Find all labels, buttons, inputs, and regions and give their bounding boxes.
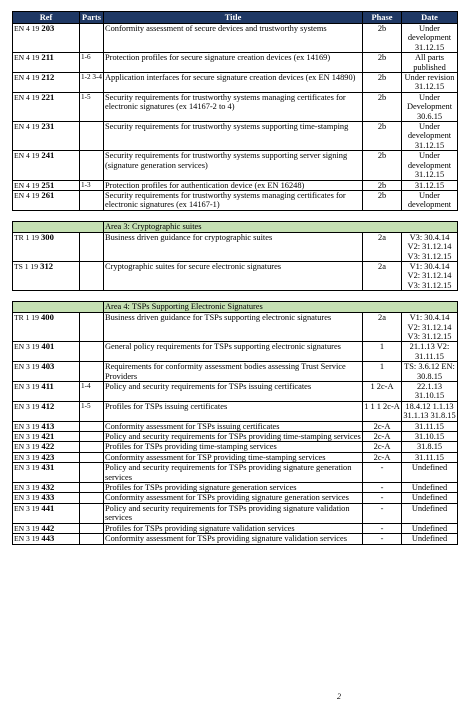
parts-cell xyxy=(80,523,104,533)
parts-cell xyxy=(80,232,104,261)
parts-cell xyxy=(80,503,104,523)
parts-cell xyxy=(80,432,104,442)
ref-number: 432 xyxy=(41,482,55,493)
title-cell: Policy and security requirements for TSPs providing signature generation services xyxy=(104,463,363,483)
header-title: Title xyxy=(104,12,363,24)
ref-number: 403 xyxy=(41,361,55,372)
spacer-cell xyxy=(13,210,458,221)
title-cell: Policy and security requirements for TSPs providing time-stamping services xyxy=(105,432,361,442)
date-cell: TS: 3.6.12 EN: 30.8.15 xyxy=(402,362,458,382)
phase-cell: - xyxy=(363,483,402,493)
title-cell: Business driven guidance for cryptographic suites xyxy=(104,232,363,261)
parts-cell xyxy=(80,452,104,462)
ref-prefix: EN 3 19 xyxy=(14,342,40,352)
parts-cell xyxy=(80,342,104,362)
table-row xyxy=(13,190,458,210)
table-row xyxy=(13,483,458,493)
table-row xyxy=(13,493,458,503)
ref-cell xyxy=(13,362,80,382)
ref-prefix: EN 4 19 xyxy=(14,24,40,33)
table-row xyxy=(13,463,458,483)
date-cell: 22.1.13 31.10.15 xyxy=(402,382,458,402)
table-row xyxy=(13,73,458,93)
phase-cell: 2b xyxy=(363,73,402,93)
date-cell: 18.4.12 1.1.13 31.1.13 31.8.15 xyxy=(403,401,456,421)
title-cell: Conformity assessment for TSP providing time-stamping services xyxy=(104,452,363,462)
table-row xyxy=(13,401,458,421)
date-cell: 31.10.15 xyxy=(402,432,458,442)
ref-cell xyxy=(13,483,80,493)
table-row xyxy=(13,92,458,121)
ref-cell xyxy=(13,503,80,523)
ref-cell xyxy=(13,73,80,93)
ref-number: 211 xyxy=(41,52,54,63)
ref-number: 203 xyxy=(41,23,55,33)
ref-cell xyxy=(13,190,80,210)
table-row xyxy=(13,53,458,73)
date-cell: 31.12.15 xyxy=(402,180,458,190)
ref-number: 221 xyxy=(41,92,55,102)
title-cell: Policy and security requirements for TSPs issuing certificates xyxy=(104,382,363,402)
header-date: Date xyxy=(402,12,458,24)
ref-cell xyxy=(13,463,80,483)
ref-number: 400 xyxy=(41,312,54,323)
date-cell: V3: 30.4.14 V2: 31.12.14 V3: 31.12.15 xyxy=(402,232,458,261)
ref-number: 212 xyxy=(41,72,55,83)
ref-prefix: EN 3 19 xyxy=(14,523,40,533)
ref-prefix: EN 4 19 xyxy=(14,53,40,63)
table-body xyxy=(13,24,458,545)
phase-cell: 2c-A xyxy=(363,432,402,442)
parts-cell: 1-5 xyxy=(80,401,104,421)
table-row xyxy=(13,432,458,442)
date-cell: 21.1.13 V2: 31.11.15 xyxy=(402,342,458,362)
phase-cell: 2a xyxy=(363,232,402,261)
phase-cell: 2b xyxy=(363,122,402,151)
phase-cell: - xyxy=(363,534,402,544)
ref-number: 421 xyxy=(41,431,55,442)
ref-cell xyxy=(13,92,80,121)
table-row xyxy=(13,180,458,190)
table-row xyxy=(13,382,458,402)
date-cell: Under development 31.12.15 xyxy=(402,122,458,151)
date-cell: 31.11.15 xyxy=(402,421,458,431)
date-cell: Undefined xyxy=(402,463,458,483)
ref-prefix: EN 3 19 xyxy=(14,362,40,372)
ref-prefix: EN 3 19 xyxy=(14,382,40,391)
ref-cell xyxy=(13,342,80,362)
ref-prefix: EN 3 19 xyxy=(14,401,40,411)
ref-cell xyxy=(13,180,80,190)
date-cell: All parts published xyxy=(402,53,458,73)
title-cell: Requirements for conformity assessment bodies assessing Trust Service Providers xyxy=(104,362,363,382)
table-row xyxy=(13,342,458,362)
ref-prefix: EN 3 19 xyxy=(14,452,40,462)
header-ref: Ref xyxy=(13,12,80,24)
header-row xyxy=(13,12,458,24)
phase-cell: - xyxy=(363,463,402,483)
title-cell: Protection profiles for secure signature creation devices (ex 14169) xyxy=(104,53,363,73)
parts-cell xyxy=(80,421,104,431)
table-row xyxy=(13,452,458,462)
date-cell: Under development 31.12.15 xyxy=(402,151,458,180)
parts-cell: 1-4 xyxy=(80,382,104,402)
title-cell: Security requirements for trustworthy systems supporting server signing (signature generation services) xyxy=(104,151,363,180)
phase-cell: 2b xyxy=(363,151,402,180)
phase-cell: - xyxy=(363,493,402,503)
ref-number: 251 xyxy=(41,180,55,190)
ref-number: 422 xyxy=(41,441,55,452)
ref-cell xyxy=(13,493,80,503)
page-number: 2 xyxy=(337,692,341,701)
phase-cell: 2b xyxy=(363,190,402,210)
ref-prefix: EN 4 19 xyxy=(14,180,40,190)
date-cell: Undefined xyxy=(402,493,458,503)
parts-cell xyxy=(80,151,104,180)
header-parts: Parts xyxy=(80,12,104,24)
title-cell: Security requirements for trustworthy systems managing certificates for electronic signatures (ex 14167-1) xyxy=(104,190,363,210)
section-spacer xyxy=(13,291,458,302)
phase-cell: - xyxy=(363,523,402,533)
table-row xyxy=(13,503,458,523)
ref-cell xyxy=(13,452,80,462)
parts-cell xyxy=(80,442,104,452)
ref-number: 442 xyxy=(41,523,55,533)
table-row xyxy=(13,313,458,342)
phase-cell: 1 2c-A xyxy=(363,382,402,402)
ref-cell xyxy=(13,313,80,342)
ref-number: 241 xyxy=(41,150,55,161)
ref-cell xyxy=(13,421,80,431)
area-title: Area 4: TSPs Supporting Electronic Signatures xyxy=(104,302,458,313)
parts-cell xyxy=(80,313,104,342)
ref-prefix: EN 4 19 xyxy=(14,73,40,83)
ref-number: 423 xyxy=(41,452,55,462)
table-row xyxy=(13,534,458,544)
ref-prefix: EN 3 19 xyxy=(14,493,40,503)
ref-prefix: EN 3 19 xyxy=(14,483,40,493)
ref-cell xyxy=(13,442,80,452)
ref-prefix: EN 3 19 xyxy=(14,432,40,442)
ref-prefix: TR 1 19 xyxy=(14,313,39,323)
table-row xyxy=(13,151,458,180)
ref-number: 412 xyxy=(41,401,55,411)
ref-number: 312 xyxy=(40,261,54,271)
parts-cell: 1-5 xyxy=(80,92,104,121)
phase-cell: 2c-A xyxy=(363,421,402,431)
phase-cell: 1 xyxy=(363,342,402,362)
ref-prefix: TR 1 19 xyxy=(14,232,39,242)
area-blank-cell xyxy=(13,221,104,232)
title-cell: Profiles for TSPs providing signature validation services xyxy=(104,523,363,533)
ref-number: 433 xyxy=(41,492,55,503)
date-cell: 31.8.15 xyxy=(402,442,458,452)
date-cell: Undefined xyxy=(402,503,458,523)
title-cell: Conformity assessment of secure devices and trustworthy systems xyxy=(104,24,363,53)
ref-number: 261 xyxy=(41,190,55,200)
ref-number: 443 xyxy=(41,533,55,544)
ref-number: 300 xyxy=(41,232,54,242)
table-row xyxy=(13,232,458,261)
table-row xyxy=(13,261,458,290)
ref-prefix: EN 3 19 xyxy=(14,503,40,513)
parts-cell: 1-6 xyxy=(80,53,104,73)
parts-cell: 1-3 xyxy=(80,180,104,190)
ref-number: 401 xyxy=(41,341,55,352)
title-cell: Protection profiles for authentication device (ex EN 16248) xyxy=(104,180,363,190)
area-header-row xyxy=(13,221,458,232)
ref-cell xyxy=(13,232,80,261)
ref-prefix: EN 3 19 xyxy=(14,534,40,544)
title-cell: Profiles for TSPs issuing certificates xyxy=(104,401,363,421)
ref-prefix: EN 3 19 xyxy=(14,421,40,431)
ref-prefix: EN 4 19 xyxy=(14,122,40,132)
phase-cell: - xyxy=(363,503,402,523)
phase-cell: 2b xyxy=(363,180,402,190)
area-title: Area 3: Cryptographic suites xyxy=(104,221,458,232)
ref-number: 413 xyxy=(41,421,55,431)
date-cell: Under revision 31.12.15 xyxy=(402,73,458,93)
title-cell: Business driven guidance for TSPs supporting electronic signatures xyxy=(104,313,363,342)
ref-cell xyxy=(13,53,80,73)
ref-number: 441 xyxy=(41,503,55,513)
title-cell: Application interfaces for secure signature creation devices (ex EN 14890) xyxy=(104,73,363,93)
table-row xyxy=(13,523,458,533)
date-cell: V1: 30.4.14 V2: 31.12.14 V3: 31.12.15 xyxy=(402,313,458,342)
phase-cell: 2a xyxy=(363,261,402,290)
ref-cell xyxy=(13,432,80,442)
area-header-row xyxy=(13,302,458,313)
title-cell: Security requirements for trustworthy systems managing certificates for electronic signatures (ex 14167-2 to 4) xyxy=(104,92,363,121)
parts-cell: 1-2 3-4 xyxy=(80,73,104,93)
parts-cell xyxy=(80,190,104,210)
ref-number: 411 xyxy=(41,381,54,391)
standards-table-page xyxy=(12,11,457,701)
date-cell: Undefined xyxy=(402,483,458,493)
ref-number: 231 xyxy=(41,121,55,132)
title-cell: General policy requirements for TSPs supporting electronic signatures xyxy=(104,342,363,362)
parts-cell xyxy=(80,24,104,53)
ref-prefix: TS 1 19 xyxy=(14,261,39,271)
parts-cell xyxy=(80,122,104,151)
area-blank-cell xyxy=(13,302,104,313)
phase-cell: 2c-A xyxy=(363,442,402,452)
table-row xyxy=(13,362,458,382)
ref-prefix: EN 4 19 xyxy=(14,190,40,200)
ref-cell xyxy=(13,523,80,533)
ref-cell xyxy=(13,261,80,290)
phase-cell: 2b xyxy=(363,53,402,73)
standards-table xyxy=(12,11,458,545)
ref-cell xyxy=(13,401,80,421)
ref-number: 431 xyxy=(41,462,55,473)
parts-cell xyxy=(80,493,104,503)
date-cell: Undefined xyxy=(402,534,458,544)
ref-prefix: EN 4 19 xyxy=(14,151,40,161)
date-cell: Under Development 30.6.15 xyxy=(402,92,458,121)
phase-cell: 1 1 1 2c-A xyxy=(363,401,402,421)
date-cell: Under development xyxy=(402,190,458,210)
phase-cell: 1 xyxy=(363,362,402,382)
title-cell: Conformity assessment for TSPs providing signature validation services xyxy=(104,534,363,544)
header-phase: Phase xyxy=(363,12,402,24)
date-cell: Undefined xyxy=(402,523,458,533)
ref-prefix: EN 3 19 xyxy=(14,463,40,473)
spacer-cell xyxy=(13,291,458,302)
ref-cell xyxy=(13,382,80,402)
title-cell: Cryptographic suites for secure electronic signatures xyxy=(104,261,363,290)
section-spacer xyxy=(13,210,458,221)
table-row xyxy=(13,122,458,151)
phase-cell: 2a xyxy=(363,313,402,342)
parts-cell xyxy=(80,463,104,483)
parts-cell xyxy=(80,261,104,290)
phase-cell: 2b xyxy=(363,24,402,53)
table-row xyxy=(13,421,458,431)
title-cell: Profiles for TSPs providing signature generation services xyxy=(104,483,363,493)
ref-prefix: EN 3 19 xyxy=(14,442,40,452)
ref-cell xyxy=(13,122,80,151)
date-cell: Under development 31.12.15 xyxy=(402,24,458,53)
parts-cell xyxy=(80,483,104,493)
table-row xyxy=(13,442,458,452)
title-cell: Conformity assessment for TSPs issuing certificates xyxy=(104,421,363,431)
title-cell: Conformity assessment for TSPs providing signature generation services xyxy=(104,493,363,503)
ref-cell xyxy=(13,24,80,53)
parts-cell xyxy=(80,362,104,382)
ref-cell xyxy=(13,534,80,544)
table-row xyxy=(13,24,458,53)
date-cell: 31.11.15 xyxy=(402,452,458,462)
parts-cell xyxy=(80,534,104,544)
phase-cell: 2b xyxy=(363,92,402,121)
phase-cell: 2c-A xyxy=(363,452,402,462)
title-cell: Security requirements for trustworthy systems supporting time-stamping xyxy=(104,122,363,151)
title-cell: Profiles for TSPs providing time-stamping services xyxy=(104,442,363,452)
ref-prefix: EN 4 19 xyxy=(14,92,40,102)
date-cell: V1: 30.4.14 V2: 31.12.14 V3: 31.12.15 xyxy=(402,261,458,290)
title-cell: Policy and security requirements for TSPs providing signature validation services xyxy=(104,503,363,523)
ref-cell xyxy=(13,151,80,180)
